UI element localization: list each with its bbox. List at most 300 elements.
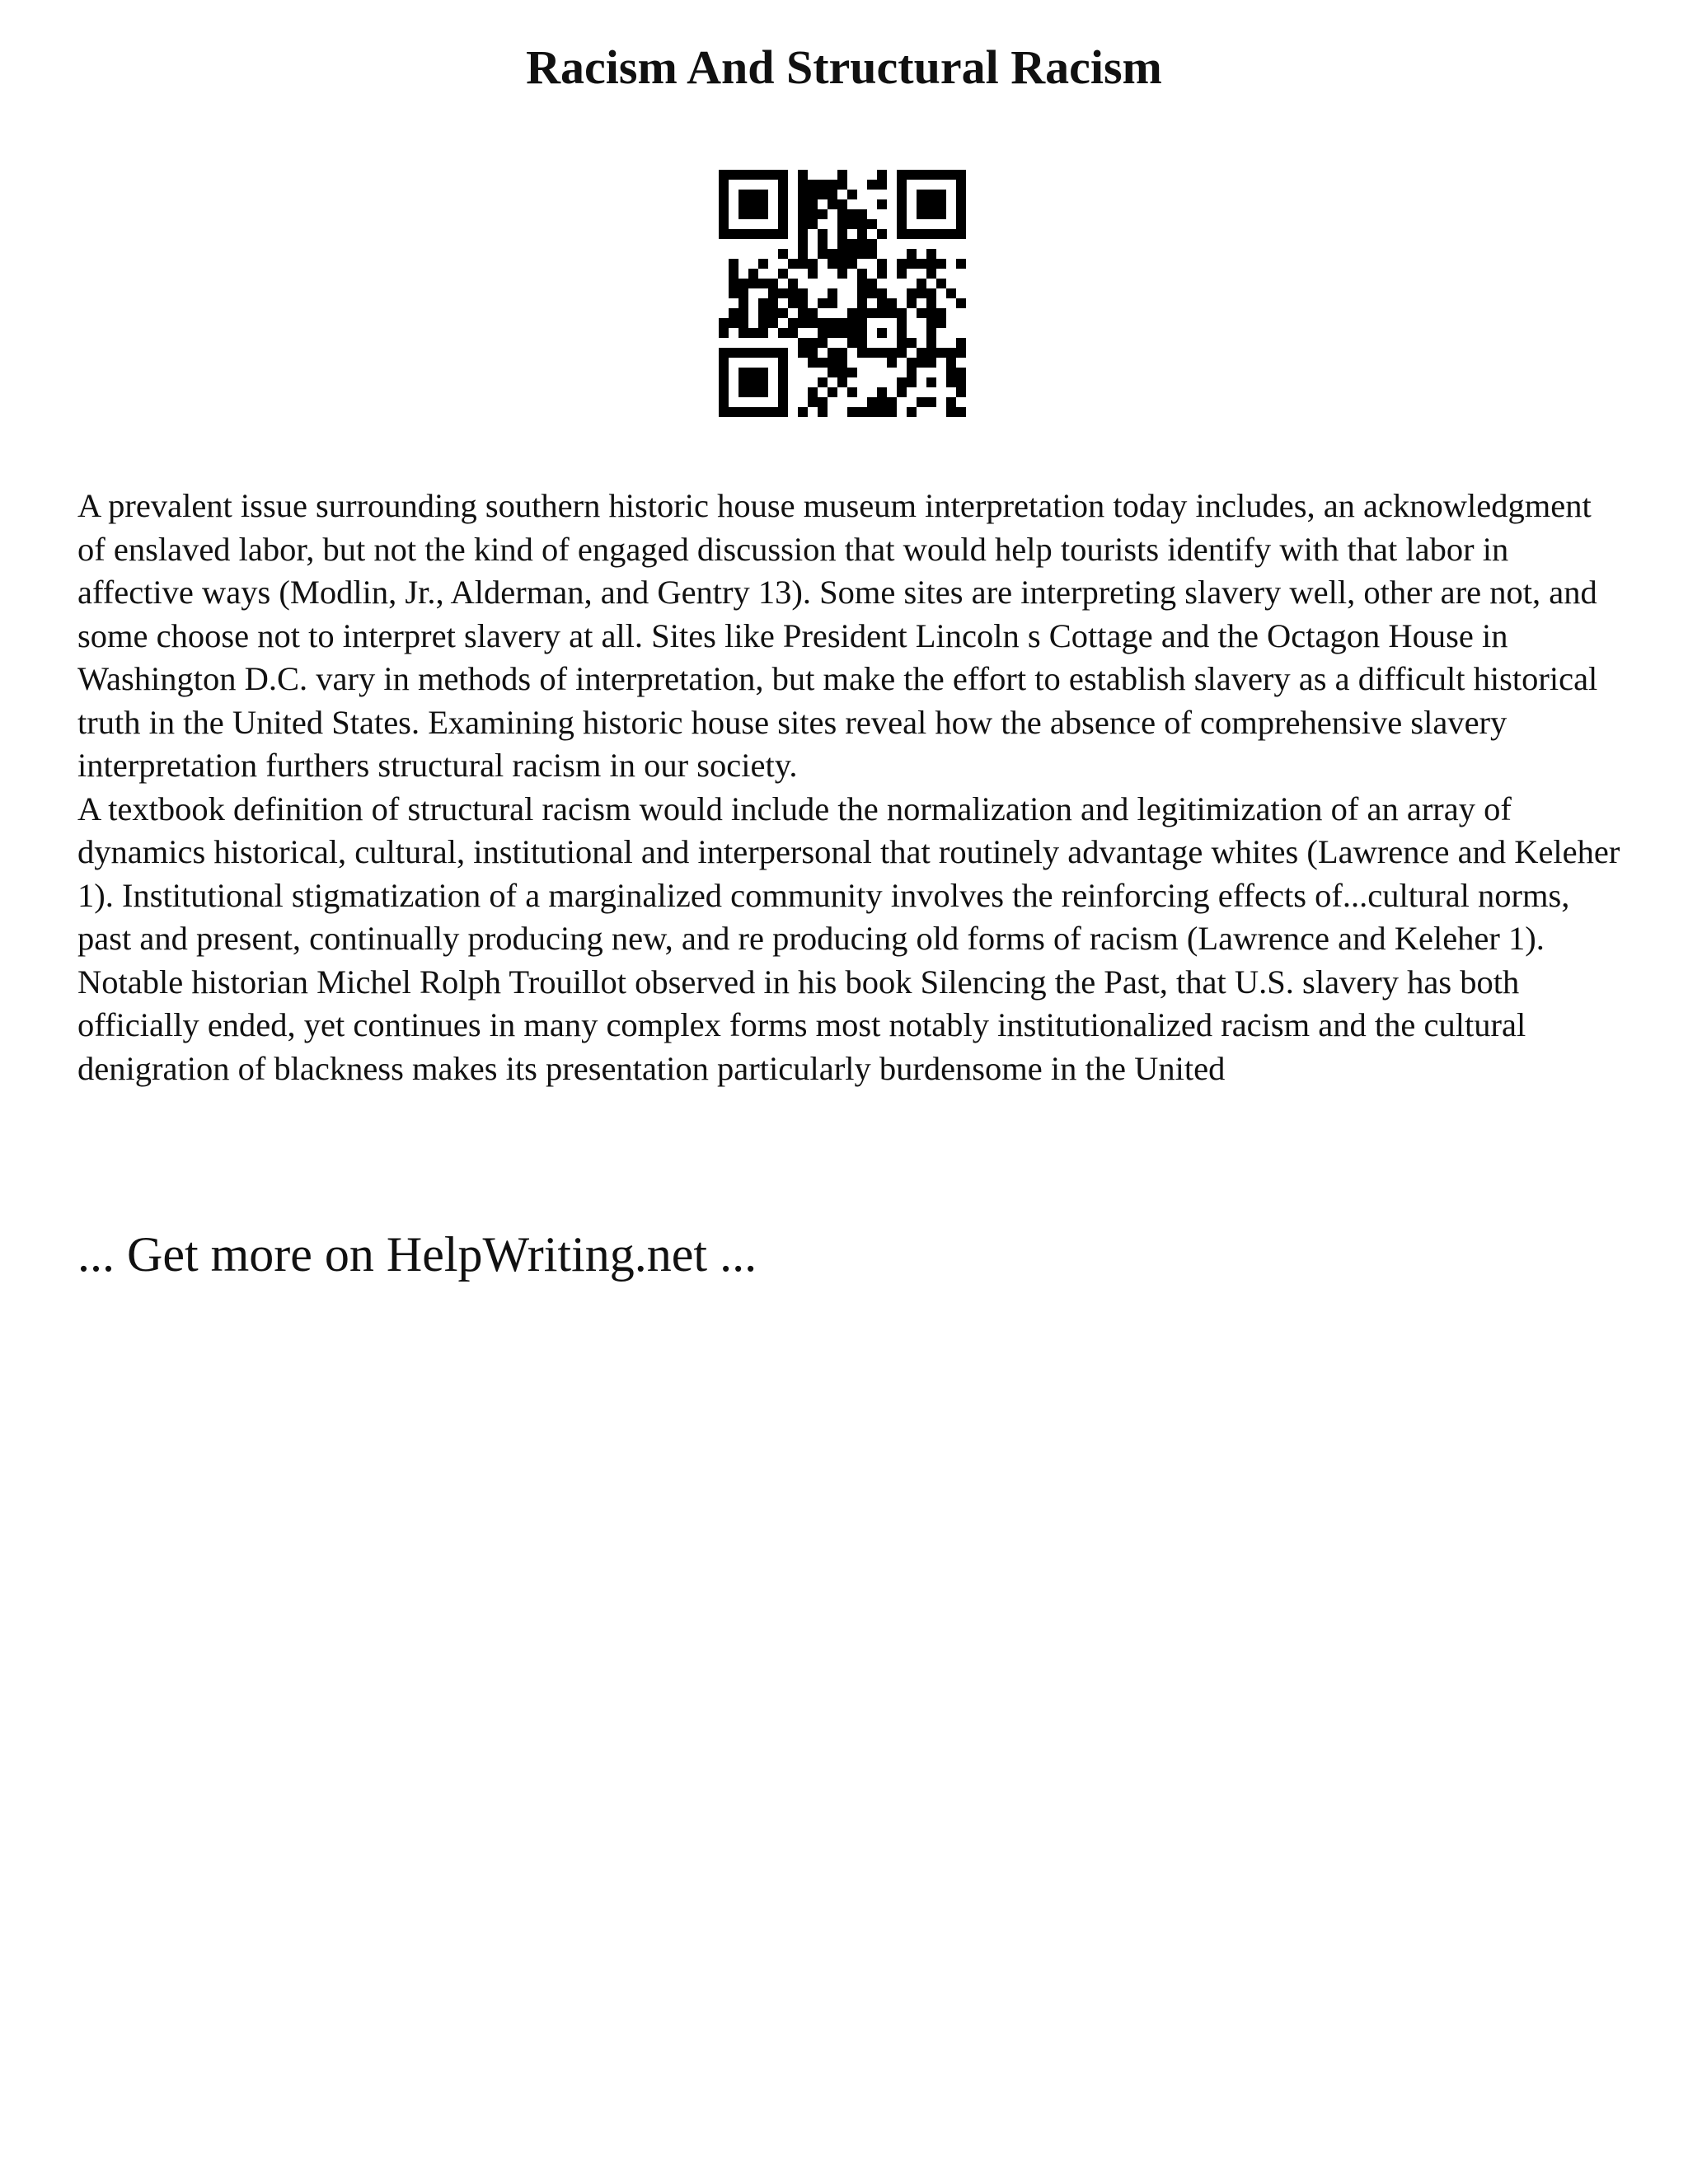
qr-module: [748, 368, 758, 377]
qr-module: [867, 288, 877, 298]
qr-module: [936, 229, 946, 239]
qr-module: [946, 170, 956, 180]
qr-module: [758, 377, 768, 387]
qr-module: [719, 199, 729, 209]
qr-module: [828, 368, 837, 377]
qr-module: [808, 318, 818, 328]
qr-module: [748, 199, 758, 209]
qr-module: [778, 288, 788, 298]
qr-module: [847, 209, 857, 219]
qr-module: [778, 328, 788, 338]
qr-module: [946, 407, 956, 417]
qr-module: [877, 348, 887, 358]
qr-module: [778, 170, 788, 180]
qr-module: [907, 377, 917, 387]
qr-module: [946, 229, 956, 239]
qr-module: [877, 288, 887, 298]
qr-module: [956, 190, 966, 199]
qr-module: [758, 279, 768, 288]
qr-module: [798, 249, 808, 259]
qr-module: [808, 209, 818, 219]
qr-module: [847, 190, 857, 199]
qr-module: [857, 407, 867, 417]
qr-module: [897, 308, 907, 318]
qr-module: [798, 348, 808, 358]
qr-module: [738, 387, 748, 397]
qr-module: [808, 180, 818, 190]
qr-module: [936, 279, 946, 288]
qr-module: [867, 279, 877, 288]
qr-module: [837, 239, 847, 249]
qr-module: [857, 338, 867, 348]
qr-module: [907, 170, 917, 180]
qr-module: [897, 180, 907, 190]
qr-module: [748, 229, 758, 239]
qr-module: [907, 249, 917, 259]
qr-module: [729, 407, 738, 417]
qr-module: [877, 407, 887, 417]
qr-module: [897, 318, 907, 328]
qr-module: [788, 279, 798, 288]
qr-module: [748, 170, 758, 180]
qr-module: [778, 308, 788, 318]
qr-module: [778, 180, 788, 190]
qr-module: [867, 249, 877, 259]
qr-module: [738, 377, 748, 387]
qr-module: [758, 368, 768, 377]
qr-module: [897, 348, 907, 358]
qr-module: [847, 328, 857, 338]
qr-module: [818, 338, 828, 348]
qr-module: [907, 259, 917, 269]
qr-module: [867, 308, 877, 318]
qr-module: [946, 358, 956, 368]
page-title: Racism And Structural Racism: [526, 40, 1162, 94]
qr-module: [956, 348, 966, 358]
qr-module: [828, 298, 837, 308]
qr-module: [758, 387, 768, 397]
qr-module: [887, 348, 897, 358]
qr-module: [917, 199, 926, 209]
qr-module: [758, 298, 768, 308]
qr-module: [748, 377, 758, 387]
qr-module: [808, 219, 818, 229]
qr-module: [748, 407, 758, 417]
qr-module: [867, 239, 877, 249]
qr-module: [926, 229, 936, 239]
qr-module: [837, 249, 847, 259]
qr-module: [748, 269, 758, 279]
qr-module: [917, 308, 926, 318]
qr-module: [798, 298, 808, 308]
qr-module: [847, 259, 857, 269]
qr-module: [897, 170, 907, 180]
qr-module: [877, 170, 887, 180]
qr-module: [738, 190, 748, 199]
qr-module: [719, 407, 729, 417]
qr-module: [887, 397, 897, 407]
qr-module: [897, 338, 907, 348]
qr-module: [926, 377, 936, 387]
qr-code-icon: [719, 170, 966, 417]
qr-module: [837, 199, 847, 209]
qr-module: [926, 170, 936, 180]
qr-module: [719, 318, 729, 328]
qr-module: [837, 259, 847, 269]
qr-module: [877, 259, 887, 269]
qr-module: [738, 209, 748, 219]
qr-module: [897, 269, 907, 279]
qr-module: [877, 199, 887, 209]
qr-module: [719, 368, 729, 377]
qr-module: [877, 180, 887, 190]
qr-module: [907, 368, 917, 377]
qr-module: [788, 259, 798, 269]
qr-module: [837, 377, 847, 387]
qr-module: [897, 190, 907, 199]
qr-module: [808, 358, 818, 368]
qr-module: [788, 318, 798, 328]
qr-module: [768, 308, 778, 318]
qr-module: [956, 387, 966, 397]
qr-module: [907, 358, 917, 368]
qr-module: [768, 170, 778, 180]
qr-module: [956, 170, 966, 180]
qr-module: [738, 368, 748, 377]
qr-module: [818, 328, 828, 338]
qr-module: [798, 170, 808, 180]
qr-module: [798, 229, 808, 239]
qr-module: [877, 308, 887, 318]
qr-module: [818, 239, 828, 249]
qr-module: [738, 318, 748, 328]
qr-module: [936, 170, 946, 180]
qr-module: [768, 318, 778, 328]
qr-module: [758, 209, 768, 219]
qr-module: [758, 199, 768, 209]
qr-module: [798, 180, 808, 190]
qr-module: [837, 358, 847, 368]
qr-module: [926, 308, 936, 318]
qr-module: [847, 219, 857, 229]
qr-module: [897, 328, 907, 338]
qr-module: [847, 407, 857, 417]
qr-module: [917, 397, 926, 407]
qr-module: [748, 279, 758, 288]
qr-module: [897, 199, 907, 209]
qr-module: [818, 190, 828, 199]
qr-module: [808, 348, 818, 358]
qr-module: [788, 298, 798, 308]
qr-module: [729, 259, 738, 269]
qr-module: [917, 358, 926, 368]
qr-module: [946, 377, 956, 387]
qr-module: [828, 288, 837, 298]
qr-module: [778, 229, 788, 239]
qr-module: [788, 328, 798, 338]
qr-module: [738, 199, 748, 209]
qr-module: [778, 219, 788, 229]
qr-module: [798, 209, 808, 219]
qr-module: [828, 249, 837, 259]
qr-module: [808, 338, 818, 348]
qr-module: [768, 407, 778, 417]
qr-module: [857, 328, 867, 338]
qr-module: [729, 318, 738, 328]
qr-module: [778, 249, 788, 259]
qr-module: [847, 239, 857, 249]
qr-module: [798, 338, 808, 348]
qr-module: [926, 269, 936, 279]
qr-module: [729, 308, 738, 318]
qr-module: [719, 190, 729, 199]
qr-module: [877, 298, 887, 308]
qr-module: [907, 338, 917, 348]
qr-module: [917, 348, 926, 358]
qr-module: [778, 407, 788, 417]
qr-module: [828, 328, 837, 338]
qr-module: [748, 209, 758, 219]
qr-module: [877, 387, 887, 397]
qr-module: [857, 239, 867, 249]
qr-module: [818, 377, 828, 387]
qr-module: [926, 318, 936, 328]
qr-module: [808, 308, 818, 318]
qr-module: [857, 308, 867, 318]
qr-module: [738, 348, 748, 358]
qr-module: [867, 397, 877, 407]
qr-module: [798, 199, 808, 209]
qr-module: [808, 397, 818, 407]
qr-module: [768, 229, 778, 239]
qr-module: [847, 308, 857, 318]
qr-module: [778, 269, 788, 279]
qr-module: [808, 269, 818, 279]
qr-module: [857, 298, 867, 308]
qr-module: [917, 288, 926, 298]
qr-module: [818, 318, 828, 328]
qr-module: [758, 229, 768, 239]
qr-module: [798, 219, 808, 229]
qr-module: [847, 249, 857, 259]
paragraph: A textbook definition of structural racism would include the normalization and legitimization of an array of dynamics historical, cultural, institutional and interpersonal that routinely advantage whites (Lawrence and Keleher 1). Institutional stigmatization of a marginalized community involves the reinforcing effects of...cultural norms, past and present, continually producing new, and re producing old forms of racism (Lawrence and Keleher 1). Notable historian Michel Rolph Trouillot observed in his book Silencing the Past, that U.S. slavery has both officially ended, yet continues in many complex forms most notably institutionalized racism and the cultural denigration of blackness makes its presentation particularly burdensome in the United: [77, 790, 1620, 1087]
qr-module: [907, 298, 917, 308]
qr-module: [768, 279, 778, 288]
qr-module: [758, 407, 768, 417]
qr-module: [837, 229, 847, 239]
qr-module: [828, 180, 837, 190]
qr-module: [729, 348, 738, 358]
qr-module: [748, 328, 758, 338]
qr-module: [917, 259, 926, 269]
qr-module: [877, 229, 887, 239]
qr-module: [778, 387, 788, 397]
qr-module: [946, 368, 956, 377]
qr-module: [936, 209, 946, 219]
qr-module: [837, 180, 847, 190]
qr-module: [738, 308, 748, 318]
qr-module: [926, 199, 936, 209]
qr-module: [798, 318, 808, 328]
qr-module: [926, 358, 936, 368]
paragraph: A prevalent issue surrounding southern historic house museum interpretation today includes, an acknowledgment of enslaved labor, but not the kind of engaged discussion that would help tourists identify with that labor in affective ways (Modlin, Jr., Alderman, and Gentry 13). Some sites are interpreting slavery well, other are not, and some choose not to interpret slavery at all. Sites like President Lincoln s Cottage and the Octagon House in Washington D.C. vary in methods of interpretation, but make the effort to establish slavery as a difficult historical truth in the United States. Examining historic house sites reveal how the absence of comprehensive slavery interpretation furthers structural racism in our society.: [77, 487, 1598, 784]
qr-module: [748, 348, 758, 358]
qr-module: [837, 170, 847, 180]
qr-module: [956, 377, 966, 387]
qr-module: [738, 407, 748, 417]
qr-module: [719, 209, 729, 219]
qr-module: [808, 387, 818, 397]
qr-module: [867, 180, 877, 190]
qr-module: [778, 190, 788, 199]
qr-module: [818, 180, 828, 190]
qr-module: [956, 209, 966, 219]
qr-module: [837, 269, 847, 279]
qr-module: [758, 170, 768, 180]
qr-module: [798, 259, 808, 269]
qr-module: [719, 377, 729, 387]
qr-module: [798, 239, 808, 249]
qr-module: [956, 199, 966, 209]
qr-module: [758, 318, 768, 328]
qr-module: [946, 288, 956, 298]
qr-module: [818, 407, 828, 417]
qr-module: [956, 368, 966, 377]
qr-module: [907, 407, 917, 417]
qr-module: [897, 259, 907, 269]
qr-module: [926, 328, 936, 338]
qr-module: [857, 229, 867, 239]
qr-module: [758, 259, 768, 269]
qr-module: [818, 229, 828, 239]
get-more-link[interactable]: ... Get more on HelpWriting.net ...: [77, 1227, 757, 1282]
qr-module: [936, 199, 946, 209]
qr-module: [808, 199, 818, 209]
qr-module: [798, 288, 808, 298]
qr-module: [926, 190, 936, 199]
qr-module: [738, 288, 748, 298]
qr-module: [798, 190, 808, 199]
qr-module: [857, 318, 867, 328]
qr-module: [837, 209, 847, 219]
qr-module: [808, 190, 818, 199]
qr-module: [719, 328, 729, 338]
qr-module: [926, 288, 936, 298]
qr-module: [818, 397, 828, 407]
qr-module: [917, 229, 926, 239]
qr-module: [926, 209, 936, 219]
qr-module: [936, 318, 946, 328]
qr-module: [936, 259, 946, 269]
qr-module: [738, 229, 748, 239]
qr-module: [926, 338, 936, 348]
qr-module: [897, 377, 907, 387]
qr-module: [887, 358, 897, 368]
qr-module: [917, 279, 926, 288]
qr-module: [719, 348, 729, 358]
qr-module: [917, 190, 926, 199]
qr-module: [719, 219, 729, 229]
qr-module: [778, 199, 788, 209]
qr-module: [828, 318, 837, 328]
qr-module: [828, 348, 837, 358]
qr-module: [719, 358, 729, 368]
qr-module: [719, 229, 729, 239]
qr-module: [917, 209, 926, 219]
qr-module: [729, 269, 738, 279]
qr-module: [778, 397, 788, 407]
qr-module: [956, 298, 966, 308]
qr-module: [798, 407, 808, 417]
qr-module: [867, 348, 877, 358]
qr-module: [729, 229, 738, 239]
qr-module: [956, 259, 966, 269]
qr-module: [758, 190, 768, 199]
qr-module: [887, 298, 897, 308]
qr-module: [936, 308, 946, 318]
qr-module: [729, 279, 738, 288]
qr-module: [956, 407, 966, 417]
qr-module: [946, 397, 956, 407]
qr-module: [818, 358, 828, 368]
qr-module: [778, 348, 788, 358]
qr-module: [828, 199, 837, 209]
qr-module: [887, 407, 897, 417]
qr-module: [956, 180, 966, 190]
qr-module: [857, 269, 867, 279]
qr-module: [738, 170, 748, 180]
qr-module: [758, 328, 768, 338]
qr-module: [926, 249, 936, 259]
qr-module: [828, 259, 837, 269]
qr-module: [778, 368, 788, 377]
qr-module: [897, 209, 907, 219]
qr-module: [768, 288, 778, 298]
qr-module: [818, 298, 828, 308]
qr-module: [956, 219, 966, 229]
qr-module: [837, 328, 847, 338]
qr-module: [926, 259, 936, 269]
qr-module: [837, 318, 847, 328]
qr-module: [877, 397, 887, 407]
qr-module: [926, 397, 936, 407]
qr-module: [738, 279, 748, 288]
qr-module: [828, 190, 837, 199]
qr-module: [897, 229, 907, 239]
qr-module: [926, 298, 936, 308]
qr-module: [936, 348, 946, 358]
qr-module: [867, 407, 877, 417]
qr-module: [729, 170, 738, 180]
qr-module: [936, 190, 946, 199]
qr-module: [828, 387, 837, 397]
qr-module: [857, 209, 867, 219]
qr-module: [867, 219, 877, 229]
qr-module: [818, 249, 828, 259]
qr-module: [847, 318, 857, 328]
qr-module: [926, 348, 936, 358]
qr-module: [847, 387, 857, 397]
qr-module: [956, 229, 966, 239]
qr-module: [778, 209, 788, 219]
qr-module: [778, 358, 788, 368]
qr-module: [748, 190, 758, 199]
qr-module: [837, 219, 847, 229]
qr-module: [907, 288, 917, 298]
qr-module: [719, 180, 729, 190]
qr-module: [857, 279, 867, 288]
qr-module: [758, 348, 768, 358]
